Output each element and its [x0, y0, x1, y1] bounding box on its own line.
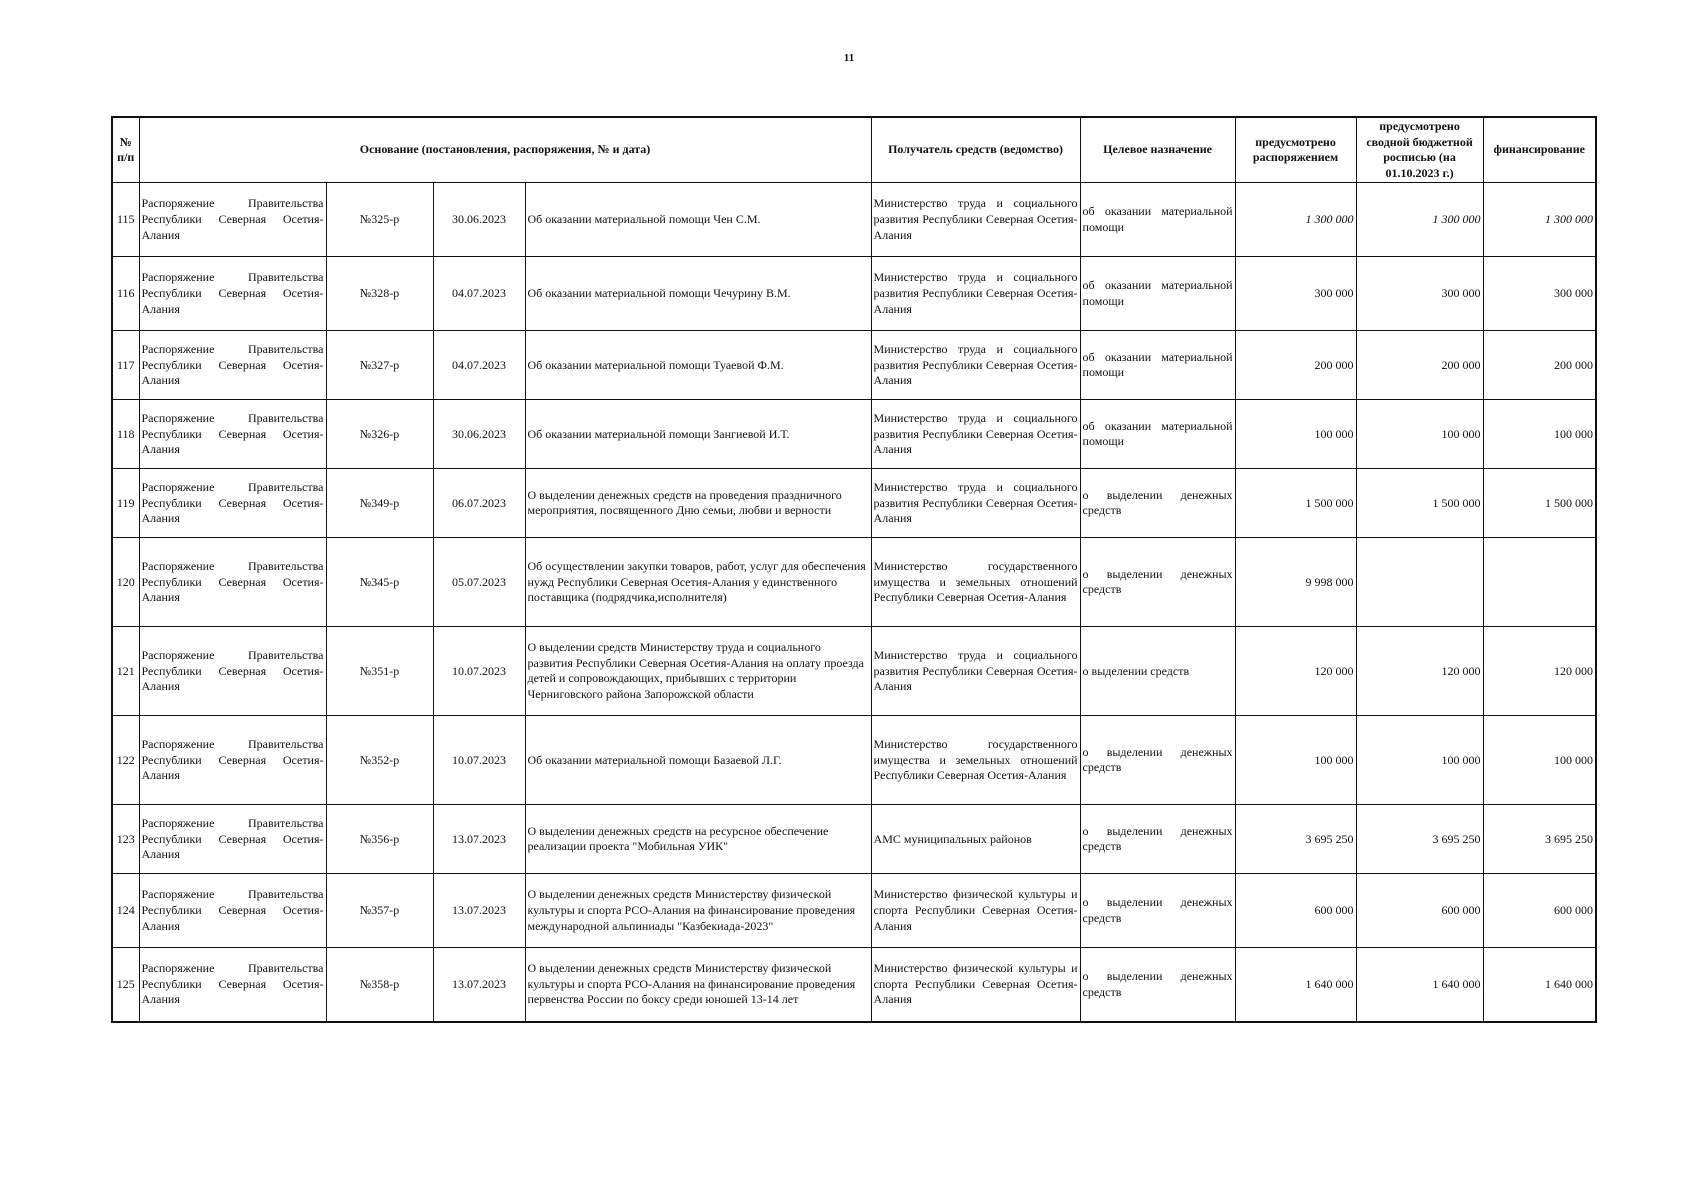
document-number: №325-р [326, 183, 433, 257]
recipient: Министерство труда и социального развития Республики Северная Осетия-Алания [871, 257, 1080, 331]
document-type: Распоряжение Правительства Республики Северная Осетия-Алания [139, 257, 326, 331]
financing-amount: 1 640 000 [1483, 948, 1596, 1022]
basis-description: Об оказании материальной помощи Зангиевой И.Т. [525, 400, 871, 469]
table-row [112, 538, 1596, 627]
table-row [112, 716, 1596, 805]
budget-list-amount: 3 695 250 [1356, 805, 1483, 874]
row-number: 116 [112, 257, 139, 331]
header-planned: предусмотрено распоряжением [1235, 117, 1356, 183]
recipient: Министерство труда и социального развития Республики Северная Осетия-Алания [871, 331, 1080, 400]
budget-list-amount [1356, 538, 1483, 627]
financing-amount [1483, 538, 1596, 627]
document-date: 10.07.2023 [433, 627, 525, 716]
document-date: 10.07.2023 [433, 716, 525, 805]
document-type: Распоряжение Правительства Республики Северная Осетия-Алания [139, 469, 326, 538]
header-recipient: Получатель средств (ведомство) [871, 117, 1080, 183]
row-number: 117 [112, 331, 139, 400]
budget-list-amount: 300 000 [1356, 257, 1483, 331]
row-number: 122 [112, 716, 139, 805]
document-date: 13.07.2023 [433, 874, 525, 948]
header-budget-list: предусмотрено сводной бюджетной росписью (на 01.10.2023 г.) [1356, 117, 1483, 183]
planned-amount: 100 000 [1235, 716, 1356, 805]
document-number: №358-р [326, 948, 433, 1022]
purpose: о выделении денежных средств [1080, 469, 1235, 538]
budget-list-amount: 600 000 [1356, 874, 1483, 948]
recipient: Министерство государственного имущества и земельных отношений Республики Северная Осетия-Алания [871, 538, 1080, 627]
document-type: Распоряжение Правительства Республики Северная Осетия-Алания [139, 716, 326, 805]
budget-list-amount: 1 500 000 [1356, 469, 1483, 538]
table-row [112, 331, 1596, 400]
basis-description: Об оказании материальной помощи Туаевой Ф.М. [525, 331, 871, 400]
recipient: Министерство труда и социального развития Республики Северная Осетия-Алания [871, 400, 1080, 469]
row-number: 125 [112, 948, 139, 1022]
document-type: Распоряжение Правительства Республики Северная Осетия-Алания [139, 538, 326, 627]
row-number: 115 [112, 183, 139, 257]
document-type: Распоряжение Правительства Республики Северная Осетия-Алания [139, 331, 326, 400]
budget-table [111, 116, 1597, 1023]
table-header [112, 117, 1596, 183]
budget-list-amount: 120 000 [1356, 627, 1483, 716]
document-type: Распоряжение Правительства Республики Северная Осетия-Алания [139, 805, 326, 874]
budget-list-amount: 1 640 000 [1356, 948, 1483, 1022]
basis-description: Об оказании материальной помощи Чечурину В.М. [525, 257, 871, 331]
document-date: 04.07.2023 [433, 331, 525, 400]
document-date: 13.07.2023 [433, 805, 525, 874]
financing-amount: 3 695 250 [1483, 805, 1596, 874]
planned-amount: 200 000 [1235, 331, 1356, 400]
header-financing: финансирование [1483, 117, 1596, 183]
document-type: Распоряжение Правительства Республики Северная Осетия-Алания [139, 183, 326, 257]
planned-amount: 300 000 [1235, 257, 1356, 331]
purpose: о выделении денежных средств [1080, 716, 1235, 805]
table-row [112, 257, 1596, 331]
financing-amount: 100 000 [1483, 400, 1596, 469]
table-row [112, 874, 1596, 948]
row-number: 121 [112, 627, 139, 716]
header-purpose: Целевое назначение [1080, 117, 1235, 183]
recipient: Министерство труда и социального развития Республики Северная Осетия-Алания [871, 469, 1080, 538]
document-type: Распоряжение Правительства Республики Северная Осетия-Алания [139, 400, 326, 469]
planned-amount: 3 695 250 [1235, 805, 1356, 874]
header-num: № п/п [112, 117, 139, 183]
document-number: №352-р [326, 716, 433, 805]
basis-description: О выделении денежных средств Министерству физической культуры и спорта РСО-Алания на финансирование проведения международной альпиниады "Казбекиада-2023" [525, 874, 871, 948]
table-row [112, 400, 1596, 469]
document-number: №349-р [326, 469, 433, 538]
budget-list-amount: 1 300 000 [1356, 183, 1483, 257]
document-number: №356-р [326, 805, 433, 874]
document-number: №357-р [326, 874, 433, 948]
row-number: 118 [112, 400, 139, 469]
purpose: об оказании материальной помощи [1080, 400, 1235, 469]
purpose: о выделении денежных средств [1080, 805, 1235, 874]
purpose: об оказании материальной помощи [1080, 331, 1235, 400]
purpose: об оказании материальной помощи [1080, 183, 1235, 257]
document-number: №351-р [326, 627, 433, 716]
row-number: 124 [112, 874, 139, 948]
row-number: 119 [112, 469, 139, 538]
budget-list-amount: 100 000 [1356, 716, 1483, 805]
basis-description: О выделении денежных средств на ресурсное обеспечение реализации проекта "Мобильная УИК" [525, 805, 871, 874]
planned-amount: 1 640 000 [1235, 948, 1356, 1022]
basis-description: Об оказании материальной помощи Чен С.М. [525, 183, 871, 257]
planned-amount: 9 998 000 [1235, 538, 1356, 627]
financing-amount: 200 000 [1483, 331, 1596, 400]
table-row [112, 948, 1596, 1022]
financing-amount: 600 000 [1483, 874, 1596, 948]
basis-description: Об оказании материальной помощи Базаевой Л.Г. [525, 716, 871, 805]
row-number: 120 [112, 538, 139, 627]
financing-amount: 120 000 [1483, 627, 1596, 716]
budget-list-amount: 200 000 [1356, 331, 1483, 400]
document-number: №345-р [326, 538, 433, 627]
recipient: АМС муниципальных районов [871, 805, 1080, 874]
header-basis: Основание (постановления, распоряжения, № и дата) [139, 117, 871, 183]
recipient: Министерство физической культуры и спорта Республики Северная Осетия-Алания [871, 948, 1080, 1022]
page-number: 11 [843, 52, 855, 64]
document-type: Распоряжение Правительства Республики Северная Осетия-Алания [139, 627, 326, 716]
financing-amount: 1 300 000 [1483, 183, 1596, 257]
basis-description: Об осуществлении закупки товаров, работ, услуг для обеспечения нужд Республики Северная Осетия-Алания у единственного поставщика (подрядчика,исполнителя) [525, 538, 871, 627]
document-type: Распоряжение Правительства Республики Северная Осетия-Алания [139, 874, 326, 948]
financing-amount: 300 000 [1483, 257, 1596, 331]
document-date: 30.06.2023 [433, 183, 525, 257]
recipient: Министерство физической культуры и спорта Республики Северная Осетия-Алания [871, 874, 1080, 948]
planned-amount: 600 000 [1235, 874, 1356, 948]
document-number: №326-р [326, 400, 433, 469]
table-row [112, 627, 1596, 716]
row-number: 123 [112, 805, 139, 874]
planned-amount: 100 000 [1235, 400, 1356, 469]
purpose: о выделении средств [1080, 627, 1235, 716]
document-date: 04.07.2023 [433, 257, 525, 331]
table-body [112, 183, 1596, 1022]
purpose: об оказании материальной помощи [1080, 257, 1235, 331]
planned-amount: 1 300 000 [1235, 183, 1356, 257]
table-row [112, 183, 1596, 257]
budget-list-amount: 100 000 [1356, 400, 1483, 469]
purpose: о выделении денежных средств [1080, 538, 1235, 627]
document-type: Распоряжение Правительства Республики Северная Осетия-Алания [139, 948, 326, 1022]
table-row [112, 469, 1596, 538]
document-date: 13.07.2023 [433, 948, 525, 1022]
planned-amount: 120 000 [1235, 627, 1356, 716]
recipient: Министерство труда и социального развития Республики Северная Осетия-Алания [871, 627, 1080, 716]
financing-amount: 100 000 [1483, 716, 1596, 805]
table-row [112, 805, 1596, 874]
document-number: №327-р [326, 331, 433, 400]
document-date: 05.07.2023 [433, 538, 525, 627]
basis-description: О выделении денежных средств на проведения праздничного мероприятия, посвященного Дню семьи, любви и верности [525, 469, 871, 538]
purpose: о выделении денежных средств [1080, 948, 1235, 1022]
purpose: о выделении денежных средств [1080, 874, 1235, 948]
document-number: №328-р [326, 257, 433, 331]
recipient: Министерство труда и социального развития Республики Северная Осетия-Алания [871, 183, 1080, 257]
recipient: Министерство государственного имущества и земельных отношений Республики Северная Осетия-Алания [871, 716, 1080, 805]
document-date: 06.07.2023 [433, 469, 525, 538]
planned-amount: 1 500 000 [1235, 469, 1356, 538]
document-date: 30.06.2023 [433, 400, 525, 469]
basis-description: О выделении средств Министерству труда и социального развития Республики Северная Осетия-Алания на оплату проезда детей и сопровождающих, прибывших с территории Черниговского района Запорожской области [525, 627, 871, 716]
financing-amount: 1 500 000 [1483, 469, 1596, 538]
basis-description: О выделении денежных средств Министерству физической культуры и спорта РСО-Алания на финансирование проведения первенства России по боксу среди юношей 13-14 лет [525, 948, 871, 1022]
